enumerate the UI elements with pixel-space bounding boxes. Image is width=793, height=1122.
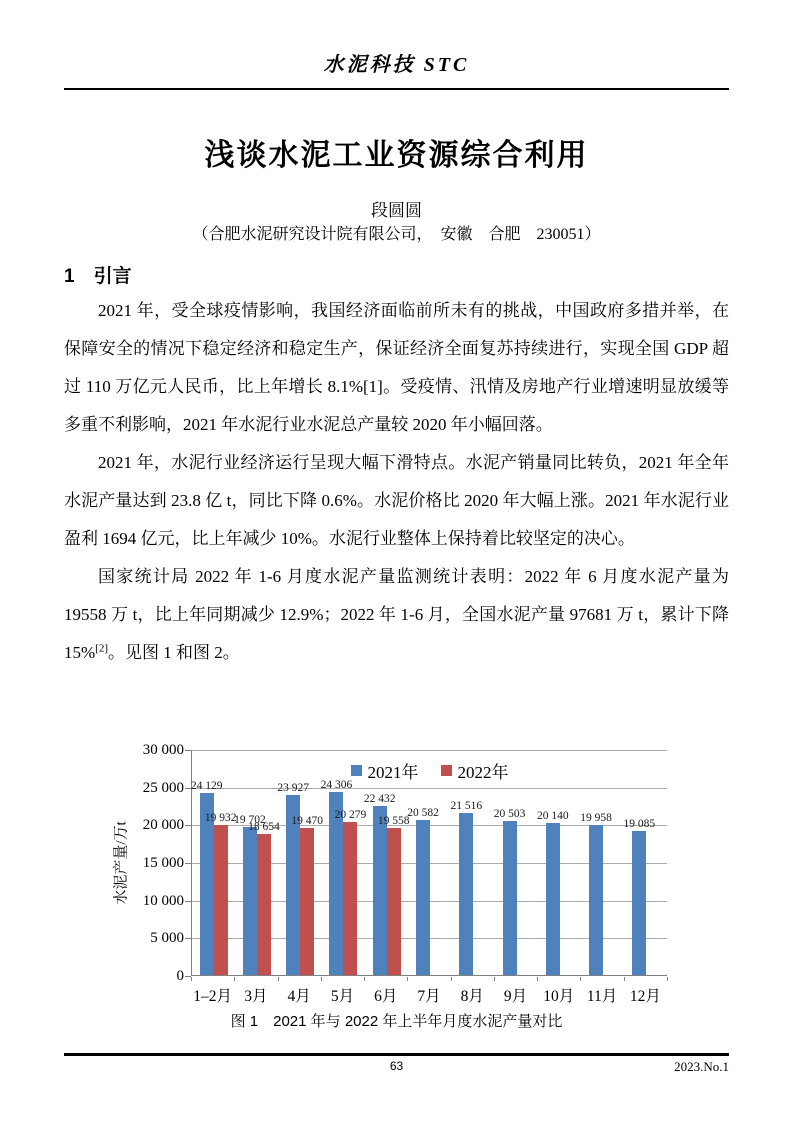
legend-item-2021年 bbox=[351, 758, 419, 783]
bar-2021年-6月 bbox=[373, 806, 387, 975]
x-category-label: 12月 bbox=[629, 988, 661, 1005]
y-tick-label: 5 000 bbox=[150, 930, 184, 947]
x-category-label: 5月 bbox=[330, 988, 355, 1005]
x-tick-mark bbox=[580, 977, 581, 981]
citation-2: [2] bbox=[95, 642, 108, 655]
x-category-label: 9月 bbox=[503, 988, 528, 1005]
article-title: 浅谈水泥工业资源综合利用 bbox=[204, 139, 589, 172]
y-tick-mark bbox=[185, 863, 191, 864]
x-tick-mark bbox=[667, 977, 668, 981]
chart-plot-area bbox=[191, 750, 667, 976]
paragraph-3-tail: 。见图 1 和图 2。 bbox=[108, 643, 240, 662]
y-tick-label: 15 000 bbox=[142, 855, 184, 871]
author-name: 段圆圆 bbox=[371, 201, 422, 220]
gridline-30000 bbox=[192, 750, 667, 751]
paragraph-1: 2021 年，受全球疫情影响，我国经济面临前所未有的挑战，中国政府多措并举，在保障安全的情况下稳定经济和稳定生产，保证经济全面复苏持续进行，实现全国 GDP 超过 110 万亿元人民币，比上年增长 8.1%[1]。受疫情、汛情及房地产行业增速明显放缓等多重不利影响，2021 年水泥行业水泥总产量较 2020 年小幅回落。 bbox=[64, 301, 729, 434]
x-tick-mark bbox=[624, 977, 625, 981]
chart-legend bbox=[351, 758, 509, 783]
y-tick-mark bbox=[185, 938, 191, 939]
bar-2021年-12月 bbox=[632, 831, 646, 975]
data-label-2021年-1–2月: 24 129 bbox=[190, 780, 223, 793]
y-tick-mark bbox=[185, 901, 191, 902]
y-tick-label: 25 000 bbox=[142, 779, 184, 796]
x-category-label: 3月 bbox=[244, 988, 268, 1005]
bar-2022年-4月 bbox=[300, 828, 314, 975]
x-tick-mark bbox=[407, 977, 408, 981]
legend-swatch-2022年 bbox=[441, 765, 452, 776]
y-tick-label: 30 000 bbox=[142, 742, 184, 758]
paragraph-3 bbox=[64, 558, 729, 672]
bar-2022年-5月 bbox=[343, 822, 357, 975]
footer-rule bbox=[64, 1053, 729, 1056]
data-label-2022年-1–2月: 19 932 bbox=[204, 811, 237, 824]
section-heading-introduction: 1 引言 bbox=[64, 266, 132, 287]
y-tick-mark bbox=[185, 825, 191, 826]
x-category-label: 1–2月 bbox=[193, 988, 232, 1005]
x-category-label: 10月 bbox=[543, 988, 575, 1005]
legend-label-2022年: 2022年 bbox=[457, 763, 509, 782]
y-tick-label: 0 bbox=[176, 968, 184, 984]
x-tick-mark bbox=[494, 977, 495, 981]
legend-swatch-2021年 bbox=[351, 765, 362, 776]
data-label-2022年-5月: 20 279 bbox=[334, 809, 367, 822]
bar-2021年-7月 bbox=[416, 820, 430, 975]
x-tick-mark bbox=[451, 977, 452, 981]
y-tick-mark bbox=[185, 750, 191, 751]
data-label-2022年-4月: 19 470 bbox=[291, 815, 323, 828]
bar-2021年-11月 bbox=[589, 825, 603, 975]
data-label-2021年-4月: 23 927 bbox=[277, 781, 309, 794]
legend-item-2022年 bbox=[441, 758, 509, 783]
x-category-label: 8月 bbox=[460, 988, 484, 1005]
x-tick-mark bbox=[364, 977, 365, 981]
y-tick-label: 10 000 bbox=[142, 892, 184, 909]
page-number: 63 bbox=[389, 1059, 404, 1073]
bar-2021年-9月 bbox=[503, 821, 517, 975]
header-rule bbox=[64, 88, 729, 90]
x-category-label: 4月 bbox=[287, 988, 311, 1005]
data-label-2021年-10月: 20 140 bbox=[537, 810, 569, 823]
data-label-2021年-11月: 19 958 bbox=[580, 811, 612, 824]
bar-2022年-3月 bbox=[257, 834, 271, 975]
legend-label-2021年: 2021年 bbox=[367, 763, 419, 782]
data-label-2021年-3月: 19 702 bbox=[234, 813, 266, 826]
bar-2022年-1–2月 bbox=[214, 825, 228, 975]
issue-number: 2023.No.1 bbox=[674, 1059, 729, 1074]
x-tick-mark bbox=[321, 977, 322, 981]
figure-1-caption: 图 1 2021 年与 2022 年上半年月度水泥产量对比 bbox=[230, 1013, 563, 1030]
bar-2022年-6月 bbox=[387, 828, 401, 975]
data-label-2022年-6月: 19 558 bbox=[377, 814, 410, 827]
x-tick-mark bbox=[537, 977, 538, 981]
journal-masthead: 水泥科技 STC bbox=[323, 54, 470, 76]
x-category-label: 7月 bbox=[417, 988, 441, 1005]
data-label-2022年-3月: 18 654 bbox=[248, 821, 280, 834]
x-tick-mark bbox=[278, 977, 279, 981]
data-label-2021年-9月: 20 503 bbox=[493, 807, 526, 820]
data-label-2021年-7月: 20 582 bbox=[407, 806, 439, 819]
data-label-2021年-12月: 19 085 bbox=[623, 818, 656, 831]
y-tick-label: 20 000 bbox=[142, 817, 184, 834]
y-axis-title: 水泥产量/万t bbox=[113, 821, 130, 905]
x-tick-mark bbox=[234, 977, 235, 981]
x-tick-mark bbox=[191, 977, 192, 981]
x-category-label: 11月 bbox=[586, 988, 618, 1005]
data-label-2021年-6月: 22 432 bbox=[363, 793, 396, 806]
x-category-label: 6月 bbox=[374, 988, 398, 1005]
bar-2021年-3月 bbox=[243, 827, 257, 975]
figure-1-bar-chart bbox=[98, 738, 698, 1010]
author-affiliation: （合肥水泥研究设计院有限公司， 安徽 合肥 230051） bbox=[192, 226, 601, 243]
data-label-2021年-5月: 24 306 bbox=[320, 778, 353, 791]
bar-2021年-8月 bbox=[459, 813, 473, 975]
article-body bbox=[64, 292, 729, 744]
bar-2021年-10月 bbox=[546, 823, 560, 975]
data-label-2021年-8月: 21 516 bbox=[450, 799, 483, 812]
paragraph-2: 2021 年，水泥行业经济运行呈现大幅下滑特点。水泥产销量同比转负，2021 年全年水泥产量达到 23.8 亿 t，同比下降 0.6%。水泥价格比 2020 年大幅上涨。2021 年水泥行业盈利 1694 亿元，比上年减少 10%。水泥行业整体上保持着比较坚定的决心。 bbox=[64, 453, 729, 548]
paragraph-3-text: 国家统计局 2022 年 1-6 月度水泥产量监测统计表明：2022 年 6 月度水泥产量为 19558 万 t，比上年同期减少 12.9%；2022 年 1-6 月，全国水泥产量 97681 万 t，累计下降 15% bbox=[64, 567, 729, 662]
